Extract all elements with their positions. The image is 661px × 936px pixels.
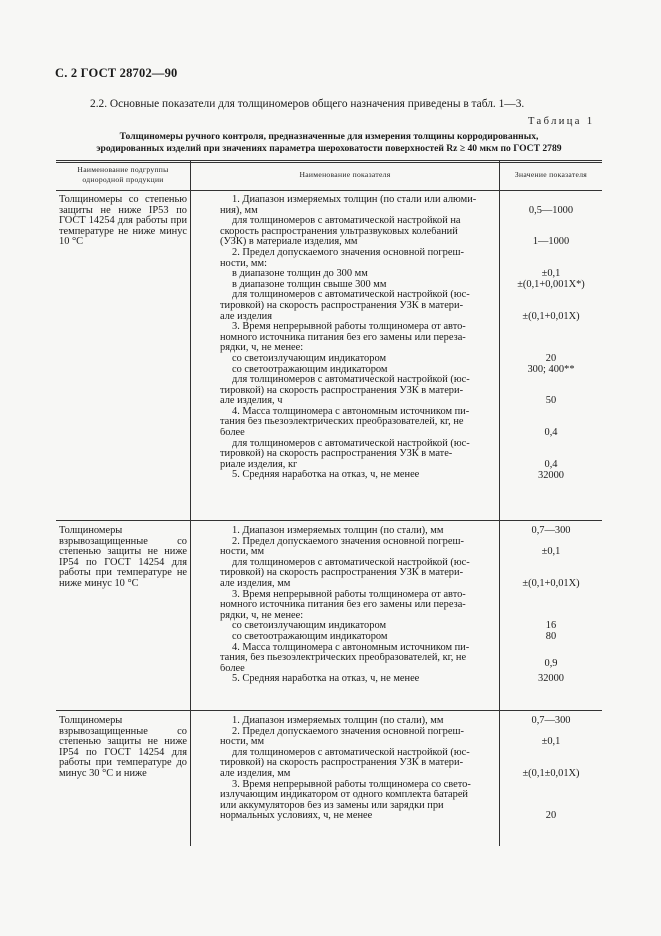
value-cell: ±0,1: [541, 268, 561, 280]
caption-line-2: эродированных изделий при значениях параметра шероховатости поверхностей Rz ≥ 40 мкм по ГОСТ 2789: [96, 143, 562, 154]
value-cell: 80: [545, 631, 557, 642]
column-divider-1: [190, 160, 191, 846]
value-cell: 0,7—300: [531, 715, 571, 726]
indicator-line: более: [220, 428, 245, 439]
indicator-line: номного источника питания без его замены или переза-: [220, 332, 466, 343]
indicator-line: 3. Время непрерывной работы толщиномера от авто-: [232, 322, 466, 333]
indicator-line: але изделия, мм: [220, 578, 291, 589]
table-number: Таблица 1: [528, 116, 595, 127]
column-header-group-line-1: Наименование подгруппы: [77, 165, 169, 174]
group-3-name: Толщиномеры взрывозащищенные со степенью защиты не ниже IP54 по ГОСТ 14254 для работы при температуре до минус 30 °С и ниже: [59, 715, 187, 779]
column-divider-2: [499, 160, 500, 846]
value-cell: 20: [545, 353, 557, 364]
value-cell: 0,7—300: [531, 525, 571, 536]
value-cell: ±(0,1+0,001X*): [517, 278, 585, 290]
indicator-line: для толщиномеров с автоматической настройкой (юс-: [232, 557, 470, 568]
table-header-border: [56, 190, 602, 191]
indicator-line: 1. Диапазон измеряемых толщин (по стали), мм: [232, 526, 444, 536]
group-2-name: Толщиномеры взрывозащищенные со степенью защиты не ниже IP54 по ГОСТ 14254 для работы при температуре не ниже минус 10 °С: [59, 525, 187, 589]
indicator-line: (УЗК) в материале изделия, мм: [220, 237, 358, 248]
indicator-line: рядки, ч, не менее:: [220, 343, 304, 354]
indicator-line: 4. Масса толщиномера с автономным источником пи-: [232, 642, 470, 653]
indicator-line: риале изделия, кг: [220, 459, 298, 470]
table-top-border: [56, 160, 602, 163]
column-header-indicator: Наименование показателя: [299, 170, 391, 179]
indicator-line: 2. Предел допускаемого значения основной погреш-: [232, 536, 464, 547]
value-cell: ±(0,1+0,01X): [522, 578, 580, 589]
table-caption: [56, 131, 602, 155]
indicator-line: тировкой) на скорость распространения УЗК в матери-: [220, 758, 464, 769]
indicator-line: тировкой) на скорость распространения УЗК в матери-: [220, 300, 464, 311]
indicator-line: 3. Время непрерывной работы толщиномера со свето-: [232, 779, 471, 790]
indicator-line: для толщиномеров с автоматической настройкой (юс-: [232, 438, 470, 449]
value-cell: 32000: [538, 469, 564, 481]
indicator-line: тировкой) на скорость распространения УЗК в матери-: [220, 385, 464, 396]
indicator-line: для толщиномеров с автоматической настройкой (юс-: [232, 375, 470, 386]
indicator-line: 1. Диапазон измеряемых толщин (по стали или алюми-: [232, 195, 477, 205]
indicator-line: нормальных условиях, ч, не менее: [220, 811, 373, 822]
value-cell: 16: [545, 620, 557, 632]
indicator-line: со светоизлучающим индикатором: [232, 621, 387, 632]
indicator-line: номного источника питания без его замены или переза-: [220, 600, 466, 611]
indicator-line: излучающим индикатором от одного комплекта батарей: [220, 790, 468, 801]
indicator-line: тания, без пьезоэлектрических преобразователей, кг, не: [220, 653, 467, 664]
indicator-line: в диапазоне толщин свыше 300 мм: [232, 279, 387, 290]
indicator-line: 3. Время непрерывной работы толщиномера от авто-: [232, 589, 466, 600]
indicator-line: але изделия, ч: [220, 396, 283, 407]
indicator-line: ния), мм: [220, 205, 258, 216]
column-header-group: [56, 165, 190, 185]
group-2-indicators: [220, 526, 498, 685]
indicator-line: але изделия, мм: [220, 768, 291, 779]
indicator-line: 1. Диапазон измеряемых толщин (по стали), мм: [232, 716, 444, 726]
indicator-line: ности, мм: [220, 737, 265, 748]
caption-line-1: Толщиномеры ручного контроля, предназначенные для измерения толщины корродированных,: [119, 131, 539, 142]
value-cell: ±0,1: [541, 546, 561, 558]
indicator-line: рядки, ч, не менее:: [220, 610, 304, 621]
column-header-value: Значение показателя: [514, 170, 588, 179]
value-cell: 0,4: [544, 459, 558, 470]
indicator-line: тания без пьезоэлектрических преобразователей, кг, не: [220, 417, 464, 428]
indicator-line: 5. Средняя наработка на отказ, ч, не менее: [232, 674, 420, 685]
group-1-name: Толщиномеры со степенью защиты не ниже IP53 по ГОСТ 14254 для работы при температуре не ниже минус 10 °С: [59, 194, 187, 248]
value-cell: ±(0,1+0,01X): [522, 310, 580, 322]
indicator-line: со светоотражающим индикатором: [232, 631, 388, 642]
indicator-line: для толщиномеров с автоматической настройкой (юс-: [232, 290, 470, 301]
indicator-line: ности, мм: [220, 547, 265, 558]
value-cell: 50: [545, 395, 557, 407]
value-cell: 0,4: [544, 427, 558, 439]
indicator-line: тировкой) на скорость распространения УЗК в матери-: [220, 568, 464, 579]
indicator-line: в диапазоне толщин до 300 мм: [232, 269, 368, 280]
indicator-line: ности, мм:: [220, 258, 267, 269]
indicator-line: але изделия: [220, 311, 272, 322]
indicator-line: тировкой) на скорость распространения УЗК в мате-: [220, 449, 453, 460]
value-cell: ±0,1: [541, 736, 561, 748]
indicator-line: со светоотражающим индикатором: [232, 364, 388, 375]
value-cell: 1—1000: [532, 236, 570, 248]
column-header-group-line-2: однородной продукции: [82, 175, 164, 184]
indicator-line: скорость распространения ультразвуковых колебаний: [220, 226, 458, 237]
value-cell: 32000: [538, 673, 564, 685]
group-separator-2: [56, 710, 602, 711]
indicator-line: 2. Предел допускаемого значения основной погреш-: [232, 726, 464, 737]
group-separator-1: [56, 520, 602, 521]
group-1-indicators: [220, 195, 498, 481]
indicator-line: 5. Средняя наработка на отказ, ч, не менее: [232, 470, 420, 481]
indicator-line: со светоизлучающим индикатором: [232, 353, 387, 364]
indicator-line: для толщиномеров с автоматической настройкой (юс-: [232, 747, 470, 758]
page-header: С. 2 ГОСТ 28702—90: [55, 66, 178, 80]
value-cell: ±(0,1±0,01X): [522, 768, 580, 779]
value-cell: 300; 400**: [527, 363, 575, 375]
indicator-line: или аккумуляторов без из замены или зарядки при: [220, 800, 444, 811]
indicator-line: 2. Предел допускаемого значения основной погреш-: [232, 247, 464, 258]
group-3-indicators: [220, 716, 498, 822]
intro-paragraph: 2.2. Основные показатели для толщиномеров общего назначения приведены в табл. 1—3.: [90, 98, 525, 110]
value-cell: 0,9: [544, 657, 558, 669]
indicator-line: более: [220, 663, 245, 674]
indicator-line: для толщиномеров с автоматической настройкой на: [232, 216, 461, 227]
indicator-line: 4. Масса толщиномера с автономным источником пи-: [232, 406, 470, 417]
value-cell: 20: [545, 810, 557, 822]
value-cell: 0,5—1000: [528, 204, 574, 216]
